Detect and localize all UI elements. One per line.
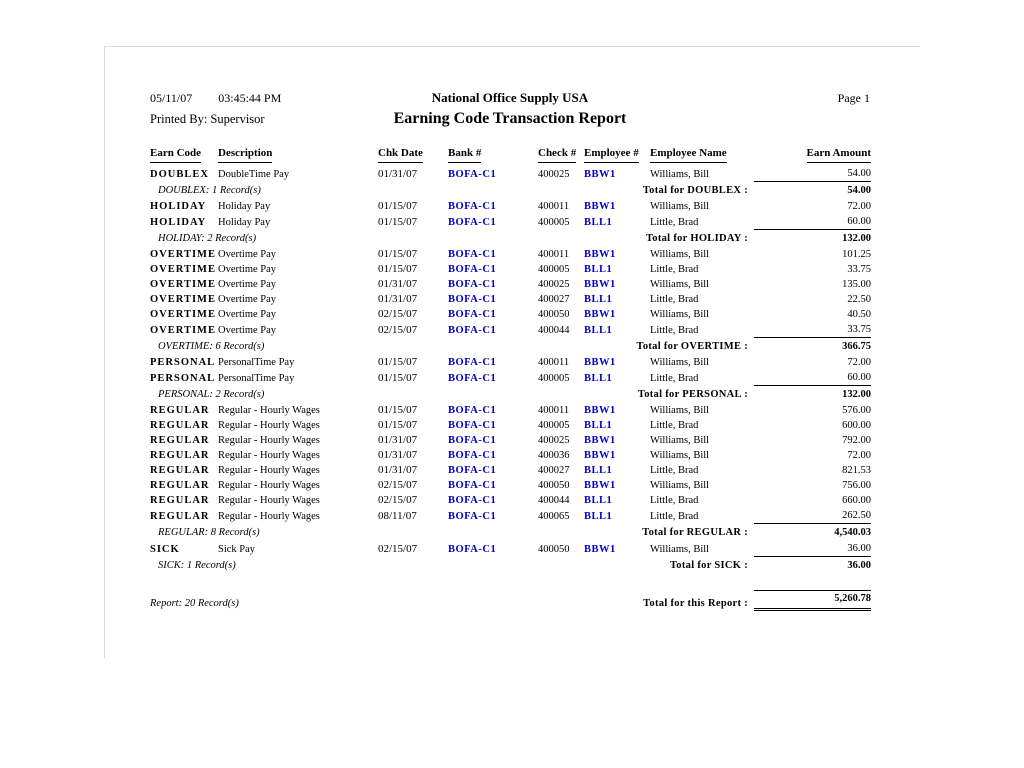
table-row [150,418,871,433]
cell-description: Overtime Pay [218,324,277,336]
cell-description: Regular - Hourly Wages [218,450,320,461]
cell-description: PersonalTime Pay [218,372,295,384]
cell-employee-number: BLL1 [584,216,613,228]
cell-earn-code: REGULAR [150,405,210,416]
cell-bank-number: BOFA-C1 [448,264,497,275]
group-total-label: Total for OVERTIME : [636,341,748,352]
cell-bank-number: BOFA-C1 [448,168,497,180]
cell-employee-name: Williams, Bill [650,405,710,416]
cell-earn-code: DOUBLEX [150,168,209,180]
cell-earn-code: REGULAR [150,420,210,431]
cell-earn-amount: 36.00 [847,543,871,554]
cell-employee-number: BBW1 [584,357,616,368]
cell-description: Regular - Hourly Wages [218,435,320,446]
group-total-amount: 132.00 [754,386,871,404]
table-row [150,307,871,322]
cell-description: Regular - Hourly Wages [218,480,320,491]
table-row [150,214,871,230]
cell-bank-number: BOFA-C1 [448,405,497,416]
col-header-employee-number: Employee # [584,146,650,166]
cell-check-number: 400025 [538,279,570,290]
cell-chk-date: 02/15/07 [378,308,418,320]
cell-description: Overtime Pay [218,249,277,260]
cell-bank-number: BOFA-C1 [448,465,497,476]
cell-bank-number: BOFA-C1 [448,216,497,228]
cell-bank-number: BOFA-C1 [448,420,497,431]
table-row [150,541,871,557]
cell-earn-code: PERSONAL [150,357,216,368]
report-title: Earning Code Transaction Report [393,110,627,127]
cell-employee-number: BBW1 [584,249,616,260]
table-row [150,493,871,508]
cell-check-number: 400005 [538,420,570,431]
cell-description: DoubleTime Pay [218,168,290,180]
cell-bank-number: BOFA-C1 [448,480,497,491]
cell-earn-amount: 54.00 [847,168,871,179]
report-record-count: Report: 20 Record(s) [150,598,239,609]
cell-employee-number: BBW1 [584,480,616,491]
cell-chk-date: 01/31/07 [378,464,418,476]
cell-employee-name: Little, Brad [650,420,699,431]
cell-bank-number: BOFA-C1 [448,435,497,446]
cell-chk-date: 01/15/07 [378,200,418,212]
cell-description: Regular - Hourly Wages [218,510,320,522]
report-page [104,46,920,658]
cell-check-number: 400044 [538,495,570,506]
cell-earn-code: OVERTIME [150,264,216,275]
cell-bank-number: BOFA-C1 [448,294,497,305]
cell-earn-code: REGULAR [150,480,210,491]
cell-bank-number: BOFA-C1 [448,543,497,555]
cell-earn-amount: 60.00 [847,216,871,227]
cell-employee-name: Williams, Bill [650,450,710,461]
group-total-amount: 4,540.03 [754,524,871,542]
cell-employee-number: BBW1 [584,201,616,212]
table-row [150,292,871,307]
cell-bank-number: BOFA-C1 [448,495,497,506]
table-row [150,166,871,182]
cell-employee-name: Little, Brad [650,324,699,336]
col-header-check: Check # [538,146,584,166]
col-header-employee-name: Employee Name [650,146,754,166]
report-header-line2 [150,110,870,128]
report-table-body [150,166,871,574]
cell-description: Overtime Pay [218,264,277,275]
cell-earn-code: REGULAR [150,495,210,506]
cell-check-number: 400011 [538,249,570,260]
group-total-row [150,338,871,356]
report-total-amount-cell [754,574,871,611]
cell-earn-amount: 72.00 [847,450,871,461]
group-total-amount: 366.75 [754,338,871,356]
cell-earn-amount: 821.53 [842,465,871,476]
col-header-description: Description [218,146,378,166]
cell-description: PersonalTime Pay [218,357,295,368]
group-total-label: Total for REGULAR : [642,527,748,538]
group-total-amount: 36.00 [754,557,871,575]
group-record-count: REGULAR: 8 Record(s) [158,527,260,538]
table-row [150,478,871,493]
cell-earn-amount: 756.00 [842,480,871,491]
company-name: National Office Supply USA [431,90,589,105]
cell-check-number: 400005 [538,216,570,228]
group-total-row [150,524,871,542]
table-row [150,508,871,524]
cell-bank-number: BOFA-C1 [448,279,497,290]
table-row [150,322,871,338]
cell-description: Holiday Pay [218,216,271,228]
cell-employee-number: BBW1 [584,309,616,320]
cell-check-number: 400025 [538,168,570,180]
cell-description: Overtime Pay [218,294,277,305]
cell-employee-name: Little, Brad [650,264,699,275]
cell-earn-amount: 660.00 [842,495,871,506]
cell-chk-date: 02/15/07 [378,479,418,491]
group-total-label: Total for HOLIDAY : [645,233,748,244]
col-header-earn-amount: Earn Amount [754,146,871,166]
cell-check-number: 400050 [538,480,570,491]
cell-check-number: 400011 [538,357,570,368]
cell-description: Regular - Hourly Wages [218,420,320,431]
report-total-amount: 5,260.78 [754,590,871,611]
cell-chk-date: 01/15/07 [378,263,418,275]
cell-check-number: 400005 [538,264,570,275]
cell-earn-amount: 792.00 [842,435,871,446]
cell-employee-name: Little, Brad [650,465,699,476]
cell-chk-date: 01/15/07 [378,371,418,384]
group-total-amount: 54.00 [754,182,871,200]
cell-employee-name: Williams, Bill [650,435,710,446]
cell-employee-name: Williams, Bill [650,249,710,260]
col-header-chk-date: Chk Date [378,146,448,166]
cell-bank-number: BOFA-C1 [448,309,497,320]
cell-chk-date: 08/11/07 [378,509,417,522]
table-row [150,448,871,463]
cell-earn-code: REGULAR [150,435,210,446]
cell-earn-code: OVERTIME [150,279,216,290]
cell-description: Overtime Pay [218,309,277,320]
cell-earn-code: PERSONAL [150,372,216,384]
table-row [150,262,871,277]
cell-check-number: 400027 [538,294,570,305]
cell-bank-number: BOFA-C1 [448,510,497,522]
cell-chk-date: 02/15/07 [378,323,418,336]
cell-earn-amount: 33.75 [847,264,871,275]
table-header-row [150,146,871,166]
table-row [150,433,871,448]
cell-employee-name: Williams, Bill [650,279,710,290]
group-total-row [150,230,871,248]
cell-employee-name: Little, Brad [650,495,699,506]
cell-chk-date: 01/15/07 [378,419,418,431]
cell-bank-number: BOFA-C1 [448,357,497,368]
table-row [150,355,871,370]
cell-check-number: 400011 [538,405,570,416]
cell-bank-number: BOFA-C1 [448,450,497,461]
cell-employee-name: Williams, Bill [650,309,710,320]
cell-check-number: 400005 [538,372,570,384]
table-row [150,403,871,418]
cell-bank-number: BOFA-C1 [448,324,497,336]
cell-employee-name: Williams, Bill [650,168,710,180]
cell-employee-name: Little, Brad [650,216,699,228]
cell-employee-name: Little, Brad [650,372,699,384]
cell-bank-number: BOFA-C1 [448,249,497,260]
report-table [150,146,871,611]
cell-check-number: 400050 [538,309,570,320]
print-date: 05/11/07 [150,91,193,105]
group-total-row [150,386,871,404]
cell-earn-code: HOLIDAY [150,216,207,228]
cell-earn-code: SICK [150,543,180,555]
cell-earn-amount: 40.50 [847,309,871,320]
cell-employee-number: BBW1 [584,450,616,461]
cell-bank-number: BOFA-C1 [448,201,497,212]
group-total-label: Total for DOUBLEX : [642,185,748,196]
cell-check-number: 400036 [538,450,570,461]
cell-earn-amount: 262.50 [842,510,871,521]
cell-earn-code: OVERTIME [150,309,216,320]
cell-employee-number: BLL1 [584,264,613,275]
cell-employee-number: BBW1 [584,435,616,446]
cell-employee-number: BLL1 [584,420,613,431]
group-total-amount: 132.00 [754,230,871,248]
cell-earn-code: OVERTIME [150,294,216,305]
col-header-earn-code: Earn Code [150,146,218,166]
cell-earn-amount: 101.25 [842,249,871,260]
cell-employee-number: BLL1 [584,324,613,336]
cell-description: Holiday Pay [218,201,271,212]
cell-employee-number: BLL1 [584,294,613,305]
col-header-bank: Bank # [448,146,538,166]
group-record-count: OVERTIME: 6 Record(s) [158,341,265,352]
group-record-count: PERSONAL: 2 Record(s) [158,389,265,400]
table-row [150,370,871,386]
group-record-count: SICK: 1 Record(s) [158,560,236,571]
table-row [150,277,871,292]
cell-earn-code: REGULAR [150,465,210,476]
cell-check-number: 400050 [538,543,570,555]
page-number: Page 1 [837,91,870,105]
cell-description: Regular - Hourly Wages [218,405,320,416]
cell-chk-date: 01/31/07 [378,449,418,461]
cell-description: Regular - Hourly Wages [218,495,320,506]
report-header-line1 [150,89,870,107]
cell-earn-amount: 22.50 [847,294,871,305]
cell-chk-date: 01/31/07 [378,167,418,180]
cell-employee-number: BBW1 [584,279,616,290]
cell-earn-code: OVERTIME [150,249,216,260]
cell-employee-number: BBW1 [584,405,616,416]
cell-chk-date: 01/15/07 [378,248,418,260]
cell-check-number: 400044 [538,324,570,336]
report-total-row [150,574,871,611]
group-record-count: DOUBLEX: 1 Record(s) [158,185,261,196]
cell-check-number: 400065 [538,510,570,522]
group-record-count: HOLIDAY: 2 Record(s) [158,233,257,244]
cell-chk-date: 01/31/07 [378,278,418,290]
cell-earn-amount: 72.00 [847,201,871,212]
cell-chk-date: 01/15/07 [378,404,418,416]
cell-earn-code: REGULAR [150,450,210,461]
cell-earn-amount: 33.75 [847,324,871,335]
cell-check-number: 400027 [538,465,570,476]
cell-earn-code: REGULAR [150,510,210,522]
cell-bank-number: BOFA-C1 [448,372,497,384]
cell-employee-name: Little, Brad [650,294,699,305]
cell-chk-date: 01/15/07 [378,356,418,368]
cell-earn-amount: 600.00 [842,420,871,431]
cell-employee-number: BLL1 [584,372,613,384]
cell-earn-code: OVERTIME [150,324,216,336]
cell-chk-date: 02/15/07 [378,542,418,555]
group-total-row [150,557,871,575]
cell-employee-name: Williams, Bill [650,480,710,491]
cell-employee-number: BBW1 [584,543,616,555]
table-row [150,247,871,262]
printed-by: Printed By: Supervisor [150,112,265,126]
cell-earn-amount: 135.00 [842,279,871,290]
cell-employee-name: Williams, Bill [650,357,710,368]
cell-chk-date: 01/31/07 [378,434,418,446]
cell-employee-number: BLL1 [584,465,613,476]
cell-earn-amount: 576.00 [842,405,871,416]
cell-check-number: 400011 [538,201,570,212]
group-total-label: Total for PERSONAL : [637,389,748,400]
print-time: 03:45:44 PM [218,91,282,105]
cell-earn-code: HOLIDAY [150,201,207,212]
table-row [150,199,871,214]
cell-chk-date: 02/15/07 [378,494,418,506]
cell-earn-amount: 60.00 [847,372,871,383]
report-total-label: Total for this Report : [643,598,748,609]
cell-chk-date: 01/31/07 [378,293,418,305]
cell-description: Overtime Pay [218,279,277,290]
cell-description: Regular - Hourly Wages [218,465,320,476]
table-row [150,463,871,478]
cell-employee-number: BLL1 [584,510,613,522]
cell-description: Sick Pay [218,543,256,555]
cell-employee-number: BLL1 [584,495,613,506]
cell-employee-name: Williams, Bill [650,543,710,555]
group-total-row [150,182,871,200]
cell-chk-date: 01/15/07 [378,215,418,228]
cell-employee-name: Williams, Bill [650,201,710,212]
cell-employee-name: Little, Brad [650,510,699,522]
cell-check-number: 400025 [538,435,570,446]
cell-earn-amount: 72.00 [847,357,871,368]
cell-employee-number: BBW1 [584,168,616,180]
group-total-label: Total for SICK : [669,560,748,571]
